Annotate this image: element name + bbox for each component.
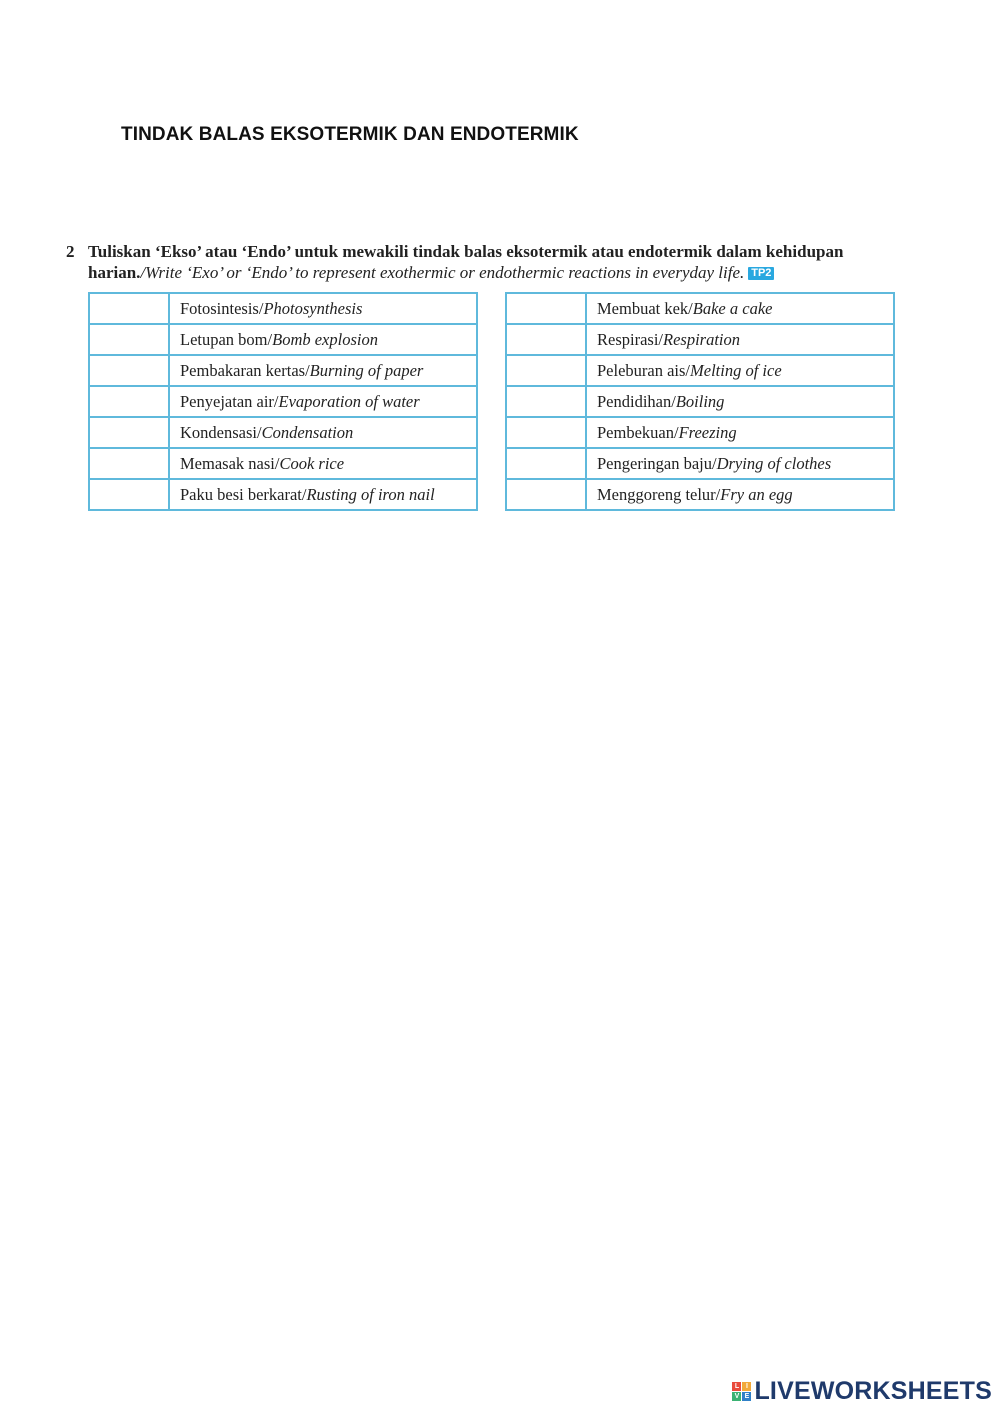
page-title: TINDAK BALAS EKSOTERMIK DAN ENDOTERMIK [121, 124, 579, 145]
table-row [506, 479, 894, 510]
reaction-name-malay: Peleburan ais/ [597, 360, 691, 380]
table-row [506, 417, 894, 448]
reaction-name-english: Bomb explosion [272, 329, 378, 349]
question-block [66, 241, 916, 283]
question-line-2 [88, 262, 916, 283]
reaction-label [169, 479, 477, 510]
answer-cell-right-2[interactable] [506, 324, 586, 355]
answer-cell-right-4[interactable] [506, 386, 586, 417]
liveworksheets-logo-icon [732, 1382, 751, 1401]
logo-tile: E [742, 1392, 751, 1401]
reaction-name-english: Respiration [663, 329, 740, 349]
table-row [89, 355, 477, 386]
reaction-label [169, 386, 477, 417]
reaction-name-malay: Menggoreng telur/ [597, 484, 721, 504]
reaction-label [586, 386, 894, 417]
reaction-name-malay: Pembekuan/ [597, 422, 679, 442]
brand-text: LIVEWORKSHEETS [754, 1376, 992, 1405]
reaction-name-english: Melting of ice [690, 360, 782, 380]
logo-tile: V [732, 1392, 741, 1401]
reaction-label [586, 324, 894, 355]
answer-cell-right-7[interactable] [506, 479, 586, 510]
logo-tile: I [742, 1382, 751, 1391]
question-text [88, 241, 916, 283]
question-line2-english: /Write ‘Exo’ or ‘Endo’ to represent exothermic or endothermic reactions in everyday life. [140, 263, 745, 282]
answer-cell-right-6[interactable] [506, 448, 586, 479]
reaction-label [169, 355, 477, 386]
reaction-name-english: Freezing [678, 422, 737, 442]
logo-tile: L [732, 1382, 741, 1391]
answer-cell-right-1[interactable] [506, 293, 586, 324]
reaction-name-malay: Letupan bom/ [180, 329, 273, 349]
reaction-name-english: Photosynthesis [263, 298, 363, 318]
table-row [89, 448, 477, 479]
answer-cell-left-7[interactable] [89, 479, 169, 510]
reaction-name-english: Drying of clothes [716, 453, 832, 473]
table-row [89, 324, 477, 355]
table-row [506, 293, 894, 324]
table-row [89, 386, 477, 417]
table-row [89, 293, 477, 324]
reaction-label [169, 324, 477, 355]
table-row [506, 355, 894, 386]
answer-cell-left-1[interactable] [89, 293, 169, 324]
question-number: 2 [66, 242, 75, 261]
reaction-name-malay: Respirasi/ [597, 329, 663, 349]
reaction-name-english: Cook rice [279, 453, 345, 473]
answer-table-left [88, 292, 478, 511]
answer-cell-right-5[interactable] [506, 417, 586, 448]
table-row [89, 479, 477, 510]
reaction-label [586, 355, 894, 386]
reaction-name-malay: Fotosintesis/ [180, 298, 264, 318]
question-line-malay: Tuliskan ‘Ekso’ atau ‘Endo’ untuk mewakili tindak balas eksotermik atau endotermik dalam kehidupan [88, 242, 844, 261]
reaction-name-english: Bake a cake [692, 298, 773, 318]
reaction-name-malay: Pengeringan baju/ [597, 453, 717, 473]
reaction-label [169, 293, 477, 324]
reaction-name-malay: Paku besi berkarat/ [180, 484, 307, 504]
reaction-label [586, 293, 894, 324]
answer-cell-left-6[interactable] [89, 448, 169, 479]
table-row [506, 448, 894, 479]
reaction-label [169, 448, 477, 479]
answer-cell-left-3[interactable] [89, 355, 169, 386]
reaction-name-malay: Pendidihan/ [597, 391, 676, 411]
reaction-name-malay: Membuat kek/ [597, 298, 693, 318]
reaction-label [586, 479, 894, 510]
reaction-name-english: Evaporation of water [278, 391, 420, 411]
answer-table-right [505, 292, 895, 511]
tp-level-badge: TP2 [748, 267, 774, 280]
reaction-label [169, 417, 477, 448]
reaction-name-english: Condensation [261, 422, 354, 442]
reaction-name-english: Boiling [675, 391, 725, 411]
reaction-name-english: Fry an egg [720, 484, 793, 504]
table-row [506, 324, 894, 355]
answer-cell-left-2[interactable] [89, 324, 169, 355]
question-line2-malay: harian. [88, 263, 141, 282]
answer-cell-right-3[interactable] [506, 355, 586, 386]
liveworksheets-brand [732, 1376, 992, 1406]
reaction-label [586, 448, 894, 479]
reaction-name-malay: Memasak nasi/ [180, 453, 280, 473]
reaction-name-malay: Kondensasi/ [180, 422, 262, 442]
answer-cell-left-5[interactable] [89, 417, 169, 448]
reaction-name-english: Rusting of iron nail [306, 484, 435, 504]
table-row [89, 417, 477, 448]
reaction-name-english: Burning of paper [309, 360, 424, 380]
reaction-name-malay: Pembakaran kertas/ [180, 360, 310, 380]
reaction-label [586, 417, 894, 448]
reaction-name-malay: Penyejatan air/ [180, 391, 279, 411]
table-row [506, 386, 894, 417]
answer-cell-left-4[interactable] [89, 386, 169, 417]
